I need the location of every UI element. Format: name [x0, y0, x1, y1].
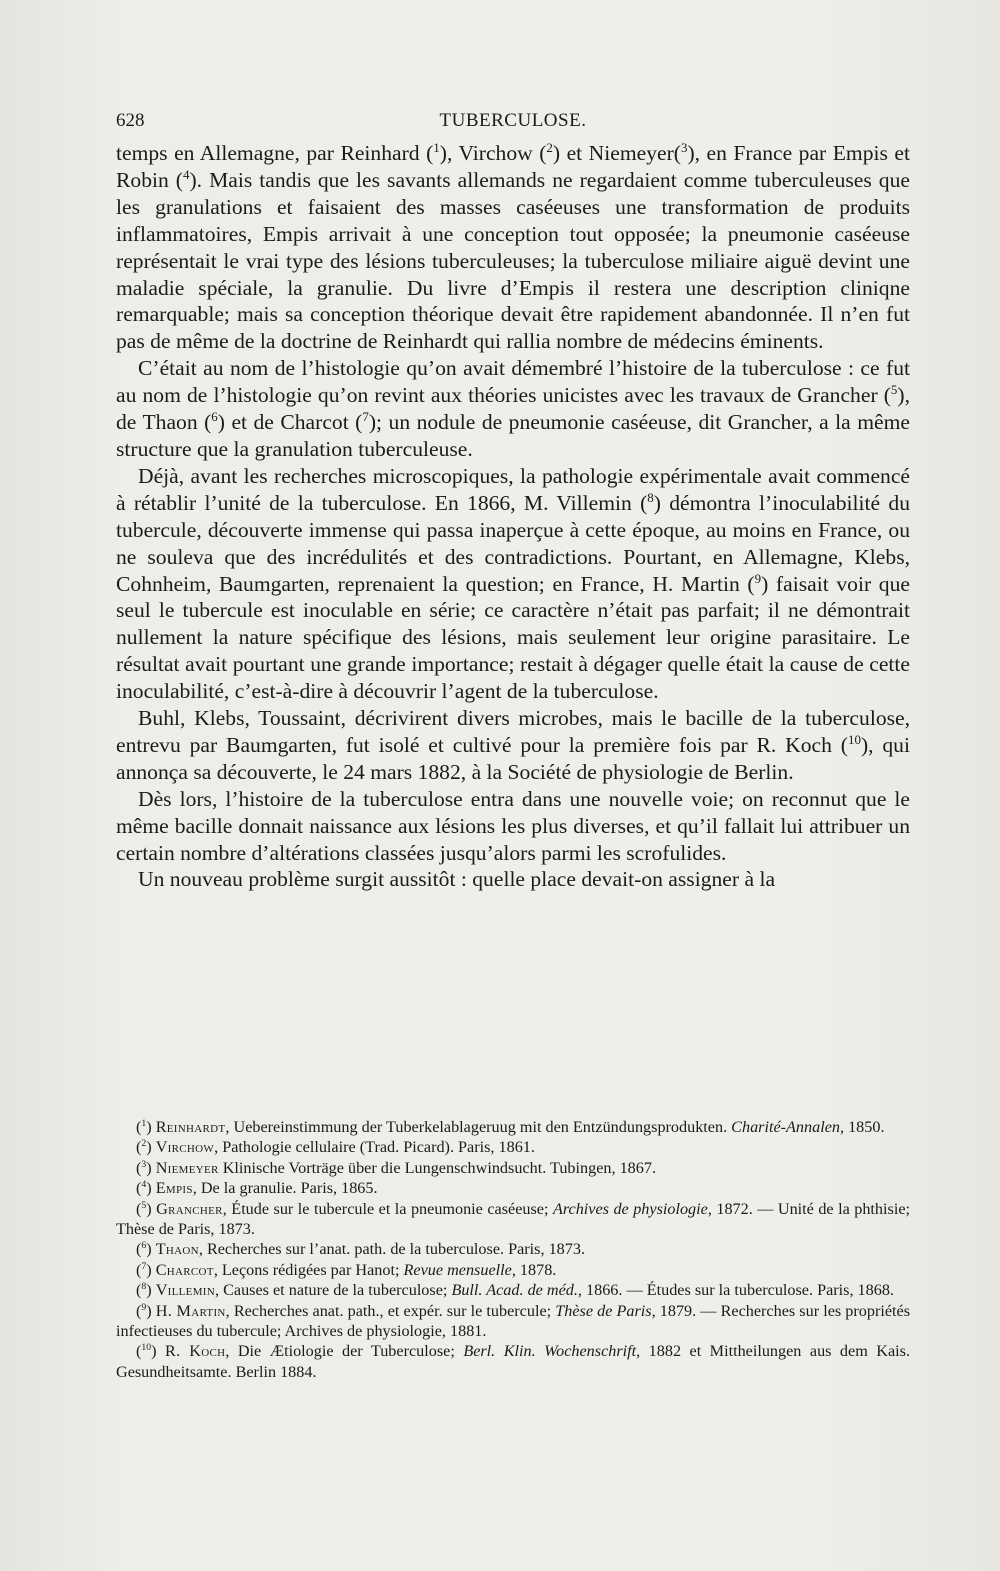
- footnote: ($^7$) Charcot, Leçons rédigées par Hanot; Revue mensuelle, 1878.: [136, 1260, 557, 1279]
- footnote-tail: , 1882 et Mittheilungen aus dem Kais. Gesundheitsamte. Berlin 1884.: [116, 1342, 911, 1381]
- footnote-source: Bull. Acad. de méd.: [451, 1281, 578, 1300]
- footnote-tail: , 1878.: [511, 1260, 557, 1279]
- footnote-mark: 10: [141, 1342, 152, 1354]
- footnote-source: Charité-Annalen: [731, 1118, 840, 1136]
- footnote-text: Klinische Vorträge über die Lungenschwindsucht. Tubingen, 1867.: [218, 1158, 656, 1177]
- footnote-tail: , 1872. — Unité de la phthisie; Thèse de Paris, 1873.: [116, 1199, 910, 1239]
- paragraph-text: ) et Niemeyer(: [552, 141, 681, 165]
- paragraph-text: ) faisait voir que seul le tubercule est inoculable en série; ce caractère n’était pas parfait; il ne démontrait nullement la nature spécifique des lésions, mais seulement leur origine parasitaire. Le résultat avait pourtant une grande importance; restait à dégager quelle était la cause de cette inoculabilité, c’est-à-dire à découvrir l’agent de la tuberculose.: [116, 571, 910, 704]
- footnote-text: , De la granulie. Paris, 1865.: [192, 1179, 378, 1198]
- footnote: ($^6$) Thaon, Recherches sur l’anat. path. de la tuberculose. Paris, 1873.: [136, 1240, 585, 1259]
- footnote-ref: 2: [546, 140, 553, 156]
- footnote-author: Niemeyer: [155, 1158, 219, 1177]
- footnote-text: , Recherches sur l’anat. path. de la tuberculose. Paris, 1873.: [198, 1240, 585, 1259]
- paragraph-text: temps en Allemagne, par Reinhard (: [116, 141, 434, 165]
- footnote-source: Berl. Klin. Wochenschrift: [463, 1342, 637, 1361]
- page-header: [116, 110, 910, 140]
- paragraph-text: ). Mais tandis que les savants allemands ne regardaient comme tuberculeuses que les granulations et faisaient des masses caséeuses une transformation de produits inflammatoires, Empis arrivait à une conception tout opposée; la pneumonie caséeuse représentait le vrai type des lésions tuberculeuses; la tuberculose miliaire aiguë devint une maladie spéciale, la granulie. Du livre d’Empis il restera une description cliniqne remarquable; mais sa conception théorique devait être rapidement abandonnée. Il n’en fut pas de même de la doctrine de Reinhardt qui rallia nombre de médecins éminents.: [116, 167, 910, 354]
- paragraph-text: ) et de Charcot (: [217, 410, 363, 435]
- footnote-text: , Leçons rédigées par Hanot;: [213, 1260, 404, 1279]
- footnote-mark: 5: [141, 1199, 147, 1211]
- footnote-author: Reinhardt: [155, 1118, 226, 1136]
- paragraph: [116, 355, 910, 463]
- footnote-text: , Causes et nature de la tuberculose;: [215, 1281, 452, 1300]
- footnote-mark: 4: [141, 1179, 147, 1191]
- page-number: 628: [116, 110, 145, 131]
- paragraph: [116, 786, 910, 867]
- running-title: TUBERCULOSE.: [439, 110, 587, 131]
- paragraph-text: ), Virchow (: [439, 141, 547, 165]
- footnote-ref: 6: [211, 409, 218, 425]
- footnote-author: Empis: [155, 1179, 193, 1198]
- footnote-mark: 8: [141, 1281, 147, 1293]
- paragraph-text: ), qui annonça sa découverte, le 24 mars 1882, à la Société de physiologie de Berlin.: [116, 732, 910, 784]
- footnote-source: Revue mensuelle: [403, 1260, 512, 1279]
- footnote-ref: 8: [647, 490, 654, 506]
- footnote-mark: 1: [141, 1118, 147, 1130]
- footnotes: [116, 1117, 910, 1382]
- footnote-mark: 2: [141, 1138, 147, 1150]
- footnote-tail: , 1866. — Études sur la tuberculose. Paris, 1868.: [577, 1281, 894, 1300]
- paragraph: [116, 140, 910, 355]
- footnote-text: , Recherches anat. path., et expér. sur le tubercule;: [225, 1301, 556, 1320]
- footnote-ref: 10: [847, 732, 861, 748]
- footnote-author: Charcot: [155, 1260, 214, 1279]
- footnote-ref: 4: [183, 167, 190, 183]
- paragraph-text: C’était au nom de l’histologie qu’on avait démembré l’histoire de la tuberculose : ce fut au nom de l’histologie qu’on revint aux théories unicistes avec les travaux de Grancher (: [116, 356, 910, 408]
- paragraph-text: ); un nodule de pneumonie caséeuse, dit Grancher, a la même structure que la granulation tuberculeuse.: [116, 410, 910, 461]
- footnote: ($^2$) Virchow, Pathologie cellulaire (Trad. Picard). Paris, 1861.: [136, 1138, 535, 1157]
- footnote: ($^5$) Grancher, Étude sur le tubercule et la pneumonie caséeuse; Archives de physiologie, 1872. — Unité de la phthisie; Thèse de Paris, 1873.: [116, 1199, 910, 1239]
- paragraph-text: Déjà, avant les recherches microscopiques, la pathologie expérimentale avait commencé à rétablir l’unité de la tuberculose. En 1866, M. Villemin (: [116, 463, 910, 515]
- footnote-mark: 7: [141, 1261, 147, 1273]
- footnote-author: R. Koch: [164, 1342, 226, 1361]
- footnote: ($^{10}$) R. Koch, Die Ætiologie der Tuberculose; Berl. Klin. Wochenschrift, 1882 et Mittheilungen aus dem Kais. Gesundheitsamte. Berlin 1884.: [116, 1342, 911, 1381]
- footnote: ($^4$) Empis, De la granulie. Paris, 1865.: [136, 1179, 378, 1198]
- footnote-text: , Étude sur le tubercule et la pneumonie caséeuse;: [222, 1199, 553, 1218]
- footnote-ref: 7: [362, 409, 369, 425]
- paragraph-text: ), en France par Empis et Robin (: [116, 141, 910, 192]
- paragraph-text: Buhl, Klebs, Toussaint, décrivirent divers microbes, mais le bacille de la tuberculose, entrevu par Baumgarten, fut isolé et cultivé pour la première fois par R. Koch (: [116, 706, 910, 757]
- footnote-ref: 9: [754, 570, 762, 586]
- footnote-text: , Pathologie cellulaire (Trad. Picard). Paris, 1861.: [214, 1138, 535, 1157]
- footnote: ($^3$) Niemeyer Klinische Vorträge über die Lungenschwindsucht. Tubingen, 1867.: [136, 1158, 656, 1177]
- footnote: ($^1$) Reinhardt, Uebereinstimmung der Tuberkelablageruug mit den Entzündungsprodukten. Charité-Annalen, 1850.: [136, 1118, 885, 1136]
- footnote-author: H. Martin: [155, 1301, 226, 1320]
- footnote-mark: 9: [141, 1301, 147, 1313]
- paragraph-text: ), de Thaon (: [116, 383, 910, 435]
- footnote-author: Grancher: [156, 1199, 223, 1218]
- footnote-mark: 3: [141, 1158, 147, 1170]
- footnote-text: , Uebereinstimmung der Tuberkelablageruug mit den Entzündungsprodukten.: [225, 1118, 732, 1136]
- paragraph-text: Dès lors, l’histoire de la tuberculose entra dans une nouvelle voie; on reconnut que le même bacille donnait naissance aux lésions les plus diverses, et qu’il fallait lui attribuer un certain nombre d’altérations classées jusqu’alors parmi les scrofulides.: [116, 786, 910, 865]
- footnote-source: Thèse de Paris: [555, 1301, 652, 1320]
- paragraph: [116, 866, 910, 893]
- footnote-ref: 5: [890, 382, 898, 398]
- footnote-source: Archives de physiologie: [552, 1199, 708, 1218]
- footnote: ($^8$) Villemin, Causes et nature de la tuberculose; Bull. Acad. de méd., 1866. — Études sur la tuberculose. Paris, 1868.: [136, 1281, 894, 1300]
- body-text: [116, 140, 910, 893]
- paragraph-text: Un nouveau problème surgit aussitôt : quelle place devait-on assigner à la: [138, 867, 776, 892]
- footnote-author: Virchow: [155, 1138, 215, 1157]
- footnote-tail: , 1879. — Recherches sur les propriétés infectieuses du tubercule; Archives de physiologie, 1881.: [116, 1301, 911, 1341]
- footnote-tail: , 1850.: [839, 1118, 885, 1136]
- footnote-mark: 6: [141, 1240, 147, 1252]
- paragraph: [116, 705, 910, 786]
- footnote-author: Thaon: [155, 1240, 199, 1259]
- footnote-author: Villemin: [155, 1281, 215, 1300]
- footnote-text: , Die Ætiologie der Tuberculose;: [225, 1342, 464, 1361]
- footnote-ref: 1: [433, 140, 440, 156]
- footnote-ref: 3: [680, 140, 688, 156]
- paragraph: [116, 463, 910, 705]
- paragraph-text: ) démontra l’inoculabilité du tubercule, découverte immense qui passa inaperçue à cette époque, au moins en France, ou ne souleva que des incrédulités et des contradictions. Pourtant, en Allemagne, Klebs, Cohnheim, Baumgarten, reprenaient la question; en France, H. Martin (: [116, 490, 910, 596]
- footnote: ($^9$) H. Martin, Recherches anat. path., et expér. sur le tubercule; Thèse de Paris, 1879. — Recherches sur les propriétés infectieuses du tubercule; Archives de physiologie, 1881.: [116, 1301, 911, 1341]
